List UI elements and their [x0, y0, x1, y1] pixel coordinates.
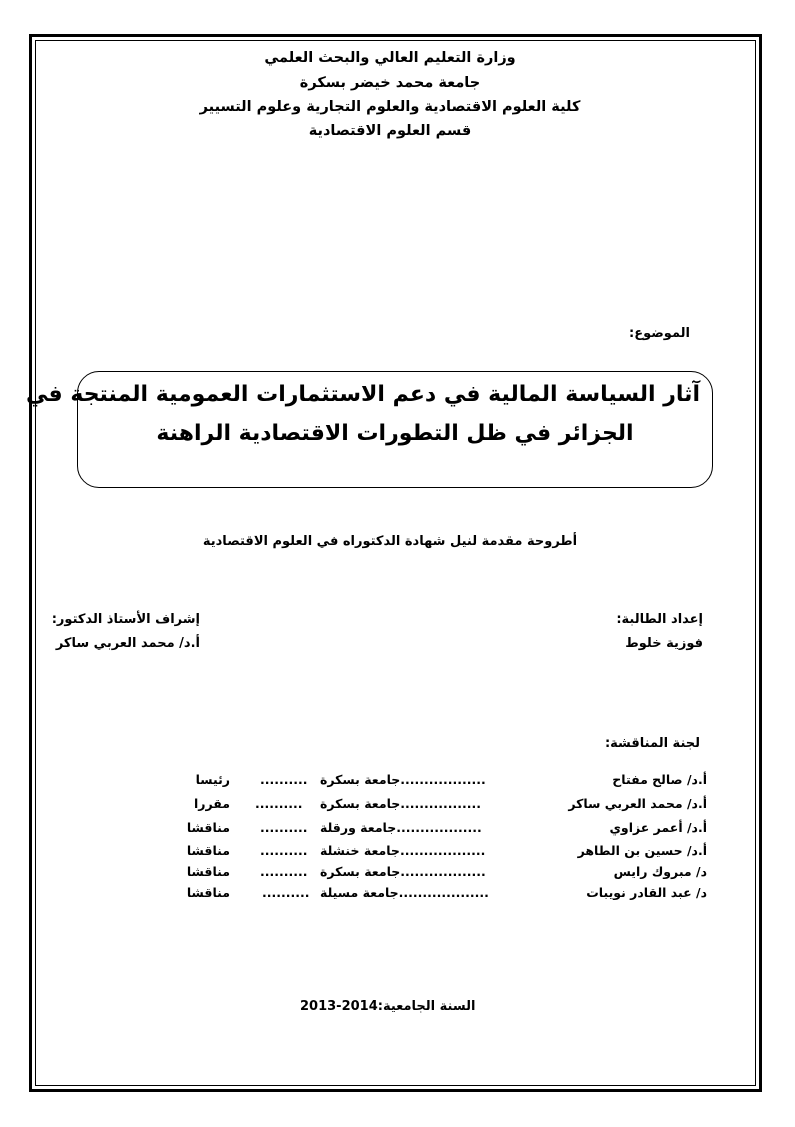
- academic-year-label: السنة الجامعية:: [377, 999, 476, 1014]
- subject-label: الموضوع:: [629, 326, 690, 341]
- committee-member-university: ..................جامعة خنشلة: [320, 843, 486, 858]
- committee-member-name: أ.د/ حسين بن الطاهر: [577, 843, 707, 858]
- academic-year-value: 2013-2014: [300, 999, 378, 1014]
- committee-member-university: ..................جامعة بسكرة: [320, 864, 486, 879]
- committee-member-dots: ..........: [260, 772, 308, 787]
- committee-member-role: رئيسا: [195, 772, 230, 787]
- committee-member-university: ..................جامعة بسكرة: [320, 772, 486, 787]
- committee-member-dots: ..........: [260, 820, 308, 835]
- thesis-statement: أطروحة مقدمة لنيل شهادة الدكتوراه في العلوم الاقتصادية: [202, 534, 578, 549]
- committee-member-dots: ..........: [260, 864, 308, 879]
- committee-member-name: أ.د/ محمد العربي ساكر: [568, 796, 707, 811]
- committee-member-role: مناقشا: [186, 820, 230, 835]
- committee-member-name: أ.د/ أعمر عزاوي: [609, 820, 707, 835]
- department-name: قسم العلوم الاقتصادية: [308, 123, 472, 139]
- page-border-inner: [26, 40, 756, 1086]
- committee-member-role: مقررا: [194, 796, 230, 811]
- committee-member-dots: ..........: [260, 843, 308, 858]
- committee-member-dots: ..........: [255, 796, 303, 811]
- supervisor-label: إشراف الأستاذ الدكتور:: [51, 612, 200, 627]
- committee-member-name: د/ مبروك رايس: [613, 864, 707, 879]
- academic-year: [300, 999, 500, 1014]
- committee-member-role: مناقشا: [186, 843, 230, 858]
- committee-member-university: .................جامعة بسكرة: [320, 796, 481, 811]
- supervisor-name: أ.د/ محمد العربي ساكر: [55, 636, 200, 651]
- committee-member-name: د/ عبد القادر نويبات: [586, 885, 707, 900]
- student-label: إعداد الطالبة:: [616, 612, 703, 627]
- committee-member-university: ..................جامعة ورقلة: [320, 820, 482, 835]
- thesis-title-line2: الجزائر في ظل التطورات الاقتصادية الراهنة: [156, 421, 634, 446]
- university-name: جامعة محمد خيضر بسكرة: [299, 75, 481, 91]
- committee-member-role: مناقشا: [186, 885, 230, 900]
- committee-member-dots: ..........: [262, 885, 310, 900]
- ministry-name: وزارة التعليم العالي والبحث العلمي: [264, 50, 516, 66]
- thesis-title-line1: آثار السياسة المالية في دعم الاستثمارات العمومية المنتجة في: [26, 382, 700, 407]
- committee-member-university: ...................جامعة مسيلة: [320, 885, 489, 900]
- committee-member-name: أ.د/ صالح مفتاح: [612, 772, 707, 787]
- committee-label: لجنة المناقشة:: [604, 736, 700, 751]
- faculty-name: كلية العلوم الاقتصادية والعلوم التجارية وعلوم التسيير: [199, 99, 581, 115]
- student-name: فوزية خلوط: [625, 636, 703, 651]
- committee-member-role: مناقشا: [186, 864, 230, 879]
